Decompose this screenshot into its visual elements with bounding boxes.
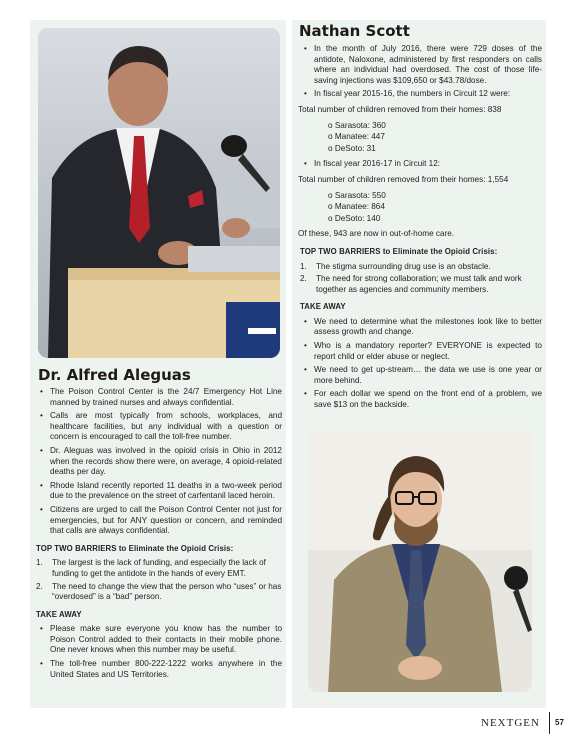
speaker-podium-illustration — [38, 28, 280, 358]
list-item: • In fiscal year 2015-16, the numbers in Circuit 12 were: — [298, 89, 542, 100]
list-item: o Sarasota: 360 — [328, 120, 386, 130]
takeaway-heading: TAKE AWAY — [300, 302, 346, 312]
list-item: • We need to get up-stream… the data we use is one year or more behind. — [298, 365, 542, 386]
list-number: 1. — [36, 558, 43, 568]
photo-alfred-aleguas — [38, 28, 280, 358]
list-item: • Please make sure everyone you know has the number to Poison Control added to their contacts in their mobile phone. One never knows when this number may be useful. — [34, 624, 282, 656]
scott-notes — [298, 44, 542, 414]
photo-nathan-scott — [308, 430, 532, 692]
barriers-heading: TOP TWO BARRIERS to Eliminate the Opioid Crisis: — [36, 543, 234, 553]
list-text: The largest is the lack of funding, and especially the lack of funding to get the antidote in the hands of every EMT. — [52, 558, 266, 578]
list-item: • We need to determine what the milestones look like to better assess growth and change. — [298, 317, 542, 338]
speaker-glasses-illustration — [308, 430, 532, 692]
list-item: • Who is a mandatory reporter? EVERYONE is expected to report child or elder abuse or neglect. — [298, 341, 542, 362]
list-item: • Calls are most typically from schools, workplaces, and healthcare facilities, but any individual with a question or concern is encouraged to call the toll-free number. — [34, 411, 282, 443]
list-item: • Rhode Island recently reported 11 deaths in a two-week period due to the prevalence on the street of carfentanil laced heroin. — [34, 481, 282, 502]
list-item: • Dr. Aleguas was involved in the opioid crisis in Ohio in 2012 when the records show there were, on average, 4 opioid-related deaths per day. — [34, 446, 282, 478]
list-item — [34, 558, 282, 579]
list-item: o Sarasota: 550 — [328, 190, 386, 200]
children-removed-2016: Total number of children removed from their homes: 1,554 — [298, 174, 509, 184]
scott-takeaway-list — [298, 317, 542, 411]
aleguas-bullet-list — [34, 387, 282, 537]
publication-brand: NEXTGEN — [481, 717, 540, 729]
list-item: o DeSoto: 31 — [328, 143, 376, 153]
list-item: o Manatee: 864 — [328, 202, 385, 212]
county-list-2016 — [328, 191, 542, 225]
list-text: The need for strong collaboration; we must talk and work together as agencies and community members. — [316, 274, 522, 294]
list-number: 2. — [300, 274, 307, 284]
list-item: o DeSoto: 140 — [328, 213, 381, 223]
takeaway-heading: TAKE AWAY — [36, 609, 82, 619]
list-item: • Citizens are urged to call the Poison Control Center not just for emergencies, but for ANY question or concern, and reminded that calls are always confidential. — [34, 505, 282, 537]
children-removed-2015: Total number of children removed from their homes: 838 — [298, 104, 502, 114]
scott-bullet-list-2 — [298, 159, 542, 170]
speaker-name-scott: Nathan Scott — [299, 22, 410, 40]
out-of-home-care: Of these, 943 are now in out-of-home care. — [298, 229, 455, 239]
list-item: • In the month of July 2016, there were 729 doses of the antidote, Naloxone, administered by first responders on calls where an individual had overdosed. The cost of those life-saving injections was $109,650 or $43.78/dose. — [298, 44, 542, 86]
list-item — [298, 274, 542, 295]
list-text: The need to change the view that the person who “uses” or has “overdosed” is a “bad” person. — [52, 581, 282, 602]
county-list-2015 — [328, 121, 542, 155]
list-item: • The toll-free number 800-222-1222 works anywhere in the United States and US Territories. — [34, 659, 282, 680]
aleguas-barriers-list — [34, 558, 282, 602]
list-number: 2. — [36, 581, 43, 591]
list-item — [298, 262, 542, 273]
scott-bullet-list — [298, 44, 542, 100]
speaker-name-aleguas: Dr. Alfred Aleguas — [38, 366, 191, 384]
scott-barriers-list — [298, 262, 542, 296]
list-item: o Manatee: 447 — [328, 132, 385, 142]
list-item: • For each dollar we spend on the front end of a problem, we save $13 on the backside. — [298, 389, 542, 410]
page-number: 57 — [555, 718, 564, 727]
barriers-heading: TOP TWO BARRIERS to Eliminate the Opioid Crisis: — [300, 246, 498, 256]
list-item — [34, 582, 282, 603]
aleguas-notes — [34, 387, 282, 683]
aleguas-takeaway-list — [34, 624, 282, 680]
list-text: The stigma surrounding drug use is an obstacle. — [316, 261, 491, 271]
footer-divider — [549, 712, 550, 734]
list-number: 1. — [300, 261, 307, 271]
list-item: • The Poison Control Center is the 24/7 Emergency Hot Line manned by trained nurses and always confidential. — [34, 387, 282, 408]
list-item: • In fiscal year 2016-17 in Circuit 12: — [298, 159, 542, 170]
